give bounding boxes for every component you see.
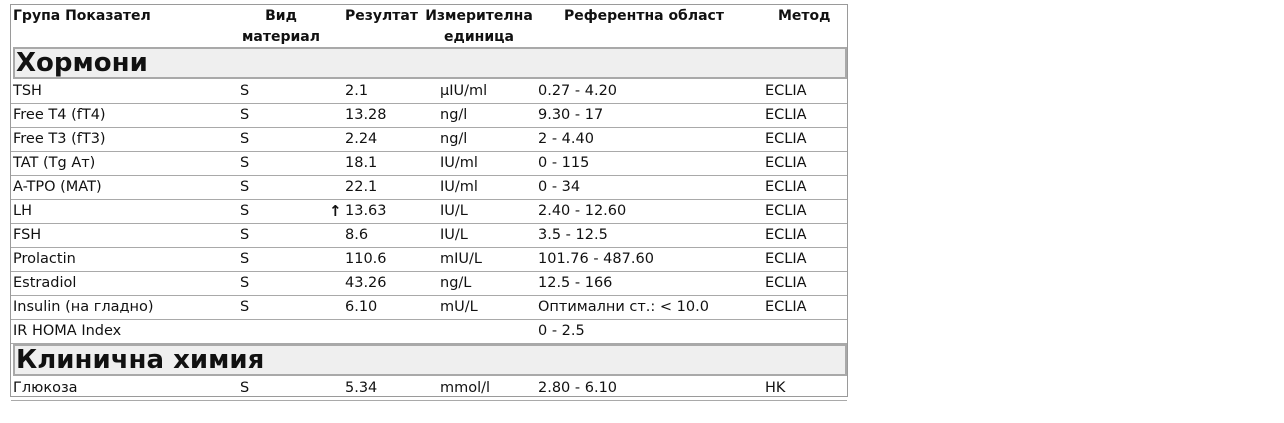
material-type: S (240, 131, 250, 147)
method: ECLIA (765, 179, 807, 195)
method: ECLIA (765, 83, 807, 99)
indicator-name: LH (13, 203, 32, 219)
reference-range: 0 - 34 (538, 179, 581, 195)
header-material-line-2: материал (241, 29, 321, 45)
indicator-name: Глюкоза (13, 380, 78, 396)
header-unit-line-2: единица (444, 29, 514, 45)
method: ECLIA (765, 107, 807, 123)
reference-range: 12.5 - 166 (538, 275, 613, 291)
indicator-name: TAT (Tg Ат) (13, 155, 96, 171)
unit: IU/ml (440, 155, 478, 171)
table-row (11, 320, 847, 344)
material-type: S (240, 107, 250, 123)
table-row (11, 176, 847, 200)
method: ECLIA (765, 155, 807, 171)
material-type: S (240, 380, 250, 396)
indicator-name: Free T3 (fT3) (13, 131, 106, 147)
result-value: 8.6 (345, 227, 369, 243)
unit: ng/l (440, 131, 468, 147)
reference-range: 2.40 - 12.60 (538, 203, 627, 219)
high-arrow-icon: ↑ (329, 202, 342, 220)
indicator-name: Insulin (на гладно) (13, 299, 154, 315)
section-header (13, 344, 847, 376)
material-type: S (240, 155, 250, 171)
indicator-name: Estradiol (13, 275, 77, 291)
unit: IU/ml (440, 179, 478, 195)
result-value: 2.24 (345, 131, 378, 147)
material-type: S (240, 275, 250, 291)
result-value: 22.1 (345, 179, 378, 195)
result-value: 13.63 (345, 203, 387, 219)
result-value: 110.6 (345, 251, 387, 267)
table-row (11, 248, 847, 272)
reference-range: 2.80 - 6.10 (538, 380, 618, 396)
result-value: 5.34 (345, 380, 378, 396)
table-row (11, 224, 847, 248)
section-title: Хормони (16, 48, 148, 78)
table-row (11, 377, 847, 401)
header-result: Резултат (345, 8, 418, 24)
indicator-name: Free T4 (fT4) (13, 107, 106, 123)
method: ECLIA (765, 131, 807, 147)
method: ECLIA (765, 227, 807, 243)
unit: µIU/ml (440, 83, 488, 99)
table-row (11, 104, 847, 128)
result-value: 2.1 (345, 83, 369, 99)
table-row (11, 128, 847, 152)
result-value: 6.10 (345, 299, 378, 315)
method: ECLIA (765, 299, 807, 315)
unit: mIU/L (440, 251, 482, 267)
material-type: S (240, 227, 250, 243)
reference-range: 3.5 - 12.5 (538, 227, 608, 243)
material-type: S (240, 299, 250, 315)
indicator-name: A-TPO (MAT) (13, 179, 102, 195)
unit: IU/L (440, 203, 468, 219)
reference-range: 2 - 4.40 (538, 131, 594, 147)
section-title: Клинична химия (16, 345, 265, 375)
indicator-name: FSH (13, 227, 42, 243)
unit: ng/L (440, 275, 472, 291)
method: HK (765, 380, 786, 396)
table-row (11, 272, 847, 296)
material-type: S (240, 83, 250, 99)
material-type: S (240, 179, 250, 195)
table-row (11, 80, 847, 104)
header-method: Метод (778, 8, 831, 24)
result-value: 18.1 (345, 155, 378, 171)
indicator-name: IR HOMA Index (13, 323, 122, 339)
material-type: S (240, 251, 250, 267)
unit: mmol/l (440, 380, 491, 396)
unit: IU/L (440, 227, 468, 243)
result-value: 13.28 (345, 107, 387, 123)
section-header (13, 47, 847, 79)
reference-range: 0.27 - 4.20 (538, 83, 618, 99)
lab-results-table (10, 4, 848, 397)
unit: mU/L (440, 299, 478, 315)
header-reference: Референтна област (564, 8, 724, 24)
table-row (11, 200, 847, 224)
header-unit-line-1: Измерителна (425, 8, 533, 24)
method: ECLIA (765, 251, 807, 267)
method: ECLIA (765, 203, 807, 219)
header-material-line-1: Вид (265, 8, 297, 24)
indicator-name: TSH (13, 83, 42, 99)
reference-range: 101.76 - 487.60 (538, 251, 654, 267)
table-row (11, 152, 847, 176)
reference-range: 0 - 115 (538, 155, 590, 171)
result-value: 43.26 (345, 275, 387, 291)
header-group-indicator: Група Показател (13, 8, 151, 24)
unit: ng/l (440, 107, 468, 123)
table-row (11, 296, 847, 320)
reference-range: 9.30 - 17 (538, 107, 604, 123)
indicator-name: Prolactin (13, 251, 76, 267)
reference-range: Оптимални ст.: < 10.0 (538, 299, 709, 315)
material-type: S (240, 203, 250, 219)
reference-range: 0 - 2.5 (538, 323, 585, 339)
method: ECLIA (765, 275, 807, 291)
